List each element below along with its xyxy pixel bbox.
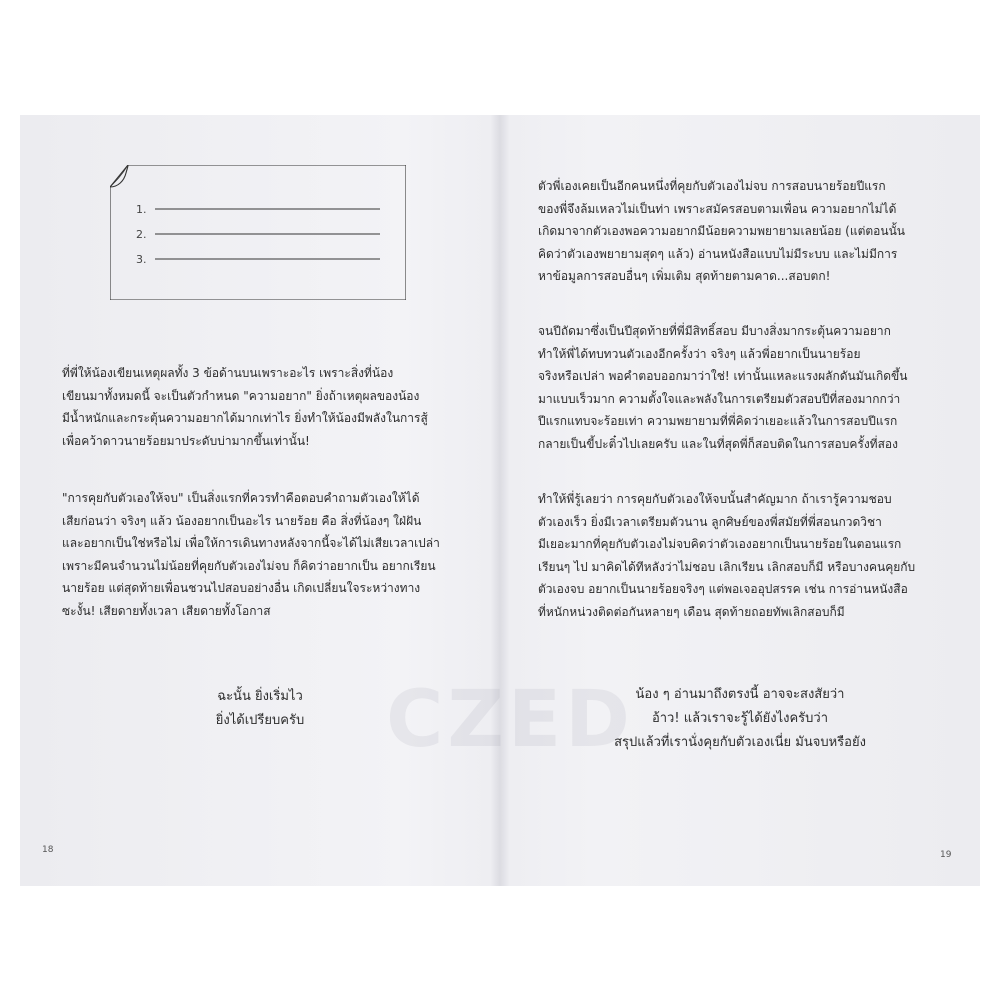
text-line: เพื่อคว้าดาวนายร้อยมาประดับบ่ามากขึ้นเท่านั้น!	[62, 433, 310, 448]
right-paragraph-2	[538, 320, 907, 455]
text-line: คิดว่าตัวเองพยายามสุดๆ แล้ว) อ่านหนังสือแบบไม่มีระบบ และไม่มีการ	[538, 246, 898, 261]
watermark: CZED	[386, 675, 634, 765]
text-line: เขียนมาทั้งหมดนี้ จะเป็นตัวกำหนด "ความอยาก" ยิ่งถ้าเหตุผลของน้อง	[62, 388, 420, 403]
text-line: กลายเป็นขี้ปะติ๋วไปเลยครับ และในที่สุดพี่ก็สอบติดในการสอบครั้งที่สอง	[538, 436, 898, 451]
text-line: ตัวพี่เองเคยเป็นอีกคนหนึ่งที่คุยกับตัวเองไม่จบ การสอบนายร้อยปีแรก	[538, 179, 886, 193]
text-line: จริงหรือเปล่า พอคำตอบออกมาว่าใช่! เท่านั้นแหละแรงผลักดันมันเกิดขึ้น	[538, 369, 908, 383]
text-line: ทำให้พี่รู้เลยว่า การคุยกับตัวเองให้จบนั้นสำคัญมาก ถ้าเรารู้ความชอบ	[538, 492, 892, 506]
text-line: ที่หนักหน่วงติดต่อกันหลายๆ เดือน สุดท้ายถอยทัพเลิกสอบก็มี	[538, 604, 845, 619]
text-line: จนปีถัดมาซึ่งเป็นปีสุดท้ายที่พี่มีสิทธิ์สอบ มีบางสิ่งมากระตุ้นความอยาก	[538, 324, 891, 338]
text-line: ตัวเองเร็ว ยิ่งมีเวลาเตรียมตัวนาน ลูกศิษย์ของพี่สมัยที่พี่สอนกวดวิชา	[538, 514, 882, 529]
left-paragraph-2	[62, 487, 440, 622]
text-line: เรียนๆ ไป มาคิดได้ทีหลังว่าไม่ชอบ เลิกเรียน เลิกสอบก็มี หรือบางคนคุยกับ	[538, 559, 916, 574]
text-line: เกิดมาจากตัวเองพอความอยากมีน้อยความพยายามเลยน้อย (แต่ตอนนั้น	[538, 224, 906, 238]
checklist-item: 1.	[136, 203, 147, 216]
left-closing-text	[160, 685, 360, 733]
text-line: ที่พี่ให้น้องเขียนเหตุผลทั้ง 3 ข้อด้านบนเพราะอะไร เพราะสิ่งที่น้อง	[62, 366, 394, 380]
right-paragraph-3	[538, 488, 915, 623]
text-line: ฉะนั้น ยิ่งเริ่มไว	[217, 689, 303, 704]
right-page	[500, 115, 980, 886]
right-closing-text	[540, 683, 940, 755]
text-line: น้อง ๆ อ่านมาถึงตรงนี้ อาจจะสงสัยว่า	[635, 687, 845, 702]
page-number-left: 18	[42, 845, 54, 855]
text-line: มีเยอะมากที่คุยกับตัวเองไม่จบคิดว่าตัวเองอยากเป็นนายร้อยในตอนแรก	[538, 537, 902, 551]
text-line: เสียก่อนว่า จริงๆ แล้ว น้องอยากเป็นอะไร นายร้อย คือ สิ่งที่น้องๆ ใฝ่ฝัน	[62, 513, 422, 528]
page-number-right: 19	[940, 850, 952, 860]
book-spread	[20, 115, 980, 886]
text-line: "การคุยกับตัวเองให้จบ" เป็นสิ่งแรกที่ควรทำคือตอบคำถามตัวเองให้ได้	[62, 491, 420, 505]
text-line: ของพี่จึงล้มเหลวไม่เป็นท่า เพราะสมัครสอบตามเพื่อน ความอยากไม่ได้	[538, 201, 897, 216]
checklist-item: 2.	[136, 228, 147, 241]
text-line: ตัวเองจบ อยากเป็นนายร้อยจริงๆ แต่พอเจออุปสรรค เช่น การอ่านหนังสือ	[538, 582, 908, 596]
right-paragraph-1	[538, 175, 905, 288]
note-card-outline	[110, 165, 406, 300]
left-paragraph-1	[62, 362, 428, 452]
text-line: และอยากเป็นใช่หรือไม่ เพื่อให้การเดินทางหลังจากนี้จะได้ไม่เสียเวลาเปล่า	[62, 536, 440, 550]
text-line: เพราะมีคนจำนวนไม่น้อยที่คุยกับตัวเองไม่จบ ก็คิดว่าอยากเป็น อยากเรียน	[62, 558, 436, 573]
text-line: มาแบบเร็วมาก ความตั้งใจและพลังในการเตรียมตัวสอบปีที่สองมากกว่า	[538, 391, 901, 406]
text-line: ซะงั้น! เสียดายทั้งเวลา เสียดายทั้งโอกาส	[62, 603, 271, 618]
text-line: หาข้อมูลการสอบอื่นๆ เพิ่มเติม สุดท้ายตามคาด...สอบตก!	[538, 269, 831, 283]
checklist-item: 3.	[136, 253, 147, 266]
text-line: มีน้ำหนักและกระตุ้นความอยากได้มากเท่าไร ยิ่งทำให้น้องมีพลังในการสู้	[62, 411, 428, 425]
left-page	[20, 115, 500, 886]
text-line: ยิ่งได้เปรียบครับ	[215, 713, 305, 728]
text-line: อ้าว! แล้วเราจะรู้ได้ยังไงครับว่า	[651, 711, 829, 726]
text-line: ปีแรกแทบจะร้อยเท่า ความพยายามที่พี่คิดว่าเยอะแล้วในการสอบปีแรก	[538, 414, 898, 428]
text-line: นายร้อย แต่สุดท้ายเพื่อนชวนไปสอบอย่างอื่น เกิดเปลี่ยนใจระหว่างทาง	[62, 581, 421, 595]
text-line: ทำให้พี่ได้ทบทวนตัวเองอีกครั้งว่า จริงๆ แล้วพี่อยากเป็นนายร้อย	[538, 346, 861, 361]
checklist-note-card	[110, 165, 406, 300]
text-line: สรุปแล้วที่เรานั่งคุยกับตัวเองเนี่ย มันจบหรือยัง	[614, 735, 866, 750]
